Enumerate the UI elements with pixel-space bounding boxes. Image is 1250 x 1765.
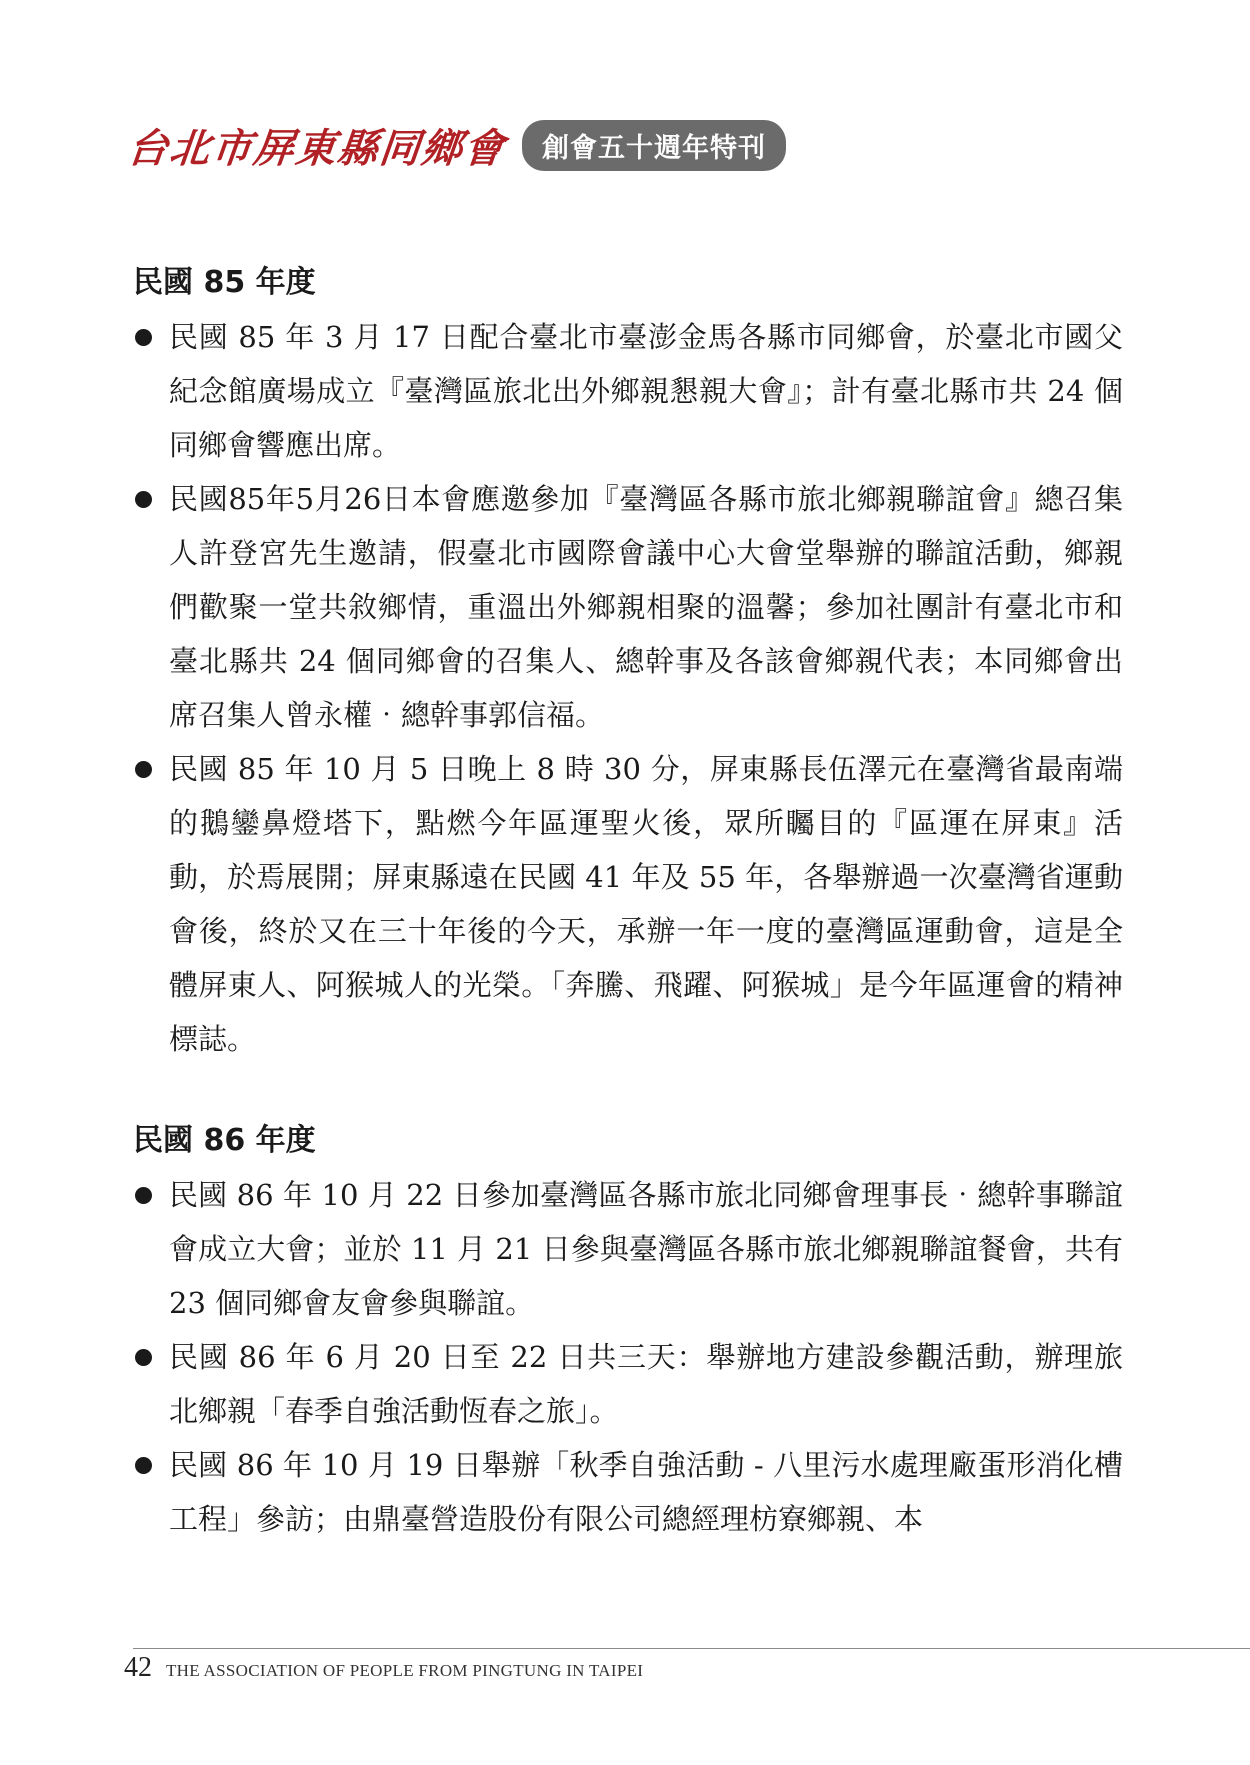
section-title: 民國 86 年度 bbox=[133, 1123, 316, 1158]
bullet-icon bbox=[135, 491, 152, 508]
bullet-icon bbox=[135, 761, 152, 778]
bullet-icon bbox=[135, 1349, 152, 1366]
footer-text: THE ASSOCIATION OF PEOPLE FROM PINGTUNG IN TAIPEI bbox=[166, 1661, 644, 1680]
page-footer bbox=[124, 1652, 643, 1684]
item-text: 民國 85 年 3 月 17 日配合臺北市臺澎金馬各縣市同鄉會，於臺北市國父紀念館廣場成立『臺灣區旅北出外鄉親懇親大會』；計有臺北縣市共 24 個同鄉會響應出席。 bbox=[169, 320, 1123, 462]
item-text: 民國 86 年 10 月 19 日舉辦「秋季自強活動 - 八里污水處理廠蛋形消化槽工程」參訪；由鼎臺營造股份有限公司總經理枋寮鄉親、本 bbox=[169, 1448, 1123, 1536]
list-item bbox=[133, 310, 1123, 472]
section-year-85 bbox=[133, 256, 1123, 1066]
bullet-icon bbox=[135, 1187, 152, 1204]
bullet-icon bbox=[135, 329, 152, 346]
list-item bbox=[133, 1438, 1123, 1546]
item-text: 民國 86 年 6 月 20 日至 22 日共三天：舉辦地方建設參觀活動，辦理旅北鄉親「春季自強活動恆春之旅」。 bbox=[169, 1340, 1123, 1428]
association-logo-text: 台北市屏東縣同鄉會 bbox=[125, 124, 509, 172]
list-item bbox=[133, 1168, 1123, 1330]
footer-divider bbox=[133, 1648, 1250, 1649]
list-item bbox=[133, 742, 1123, 1066]
item-text: 民國 85 年 10 月 5 日晚上 8 時 30 分，屏東縣長伍澤元在臺灣省最南端的鵝鑾鼻燈塔下，點燃今年區運聖火後，眾所矚目的『區運在屏東』活動，於焉展開；屏東縣遠在民國 41 年及 55 年，各舉辦過一次臺灣省運動會後，終於又在三十年後的今天，承辦一年一度的臺灣區運動會，這是全體屏東人、阿猴城人的光榮。「奔騰、飛躍、阿猴城」是今年區運會的精神標誌。 bbox=[169, 752, 1123, 1056]
item-text: 民國 86 年 10 月 22 日參加臺灣區各縣市旅北同鄉會理事長‧總幹事聯誼會成立大會；並於 11 月 21 日參與臺灣區各縣市旅北鄉親聯誼餐會，共有 23 個同鄉會友會參與聯誼。 bbox=[169, 1178, 1123, 1320]
page-header bbox=[125, 114, 786, 176]
item-list bbox=[133, 310, 1123, 1066]
list-item bbox=[133, 472, 1123, 742]
list-item bbox=[133, 1330, 1123, 1438]
section-year-86 bbox=[133, 1114, 1123, 1546]
section-title: 民國 85 年度 bbox=[133, 265, 316, 300]
main-content bbox=[133, 256, 1123, 1594]
item-list bbox=[133, 1168, 1123, 1546]
bullet-icon bbox=[135, 1457, 152, 1474]
item-text: 民國85年5月26日本會應邀參加『臺灣區各縣市旅北鄉親聯誼會』總召集人許登宮先生邀請，假臺北市國際會議中心大會堂舉辦的聯誼活動，鄉親們歡聚一堂共敘鄉情，重溫出外鄉親相聚的溫馨；參加社團計有臺北市和臺北縣共 24 個同鄉會的召集人、總幹事及各該會鄉親代表；本同鄉會出席召集人曾永權‧總幹事郭信福。 bbox=[169, 482, 1123, 732]
page-number: 42 bbox=[124, 1652, 152, 1683]
anniversary-badge: 創會五十週年特刊 bbox=[522, 120, 786, 171]
